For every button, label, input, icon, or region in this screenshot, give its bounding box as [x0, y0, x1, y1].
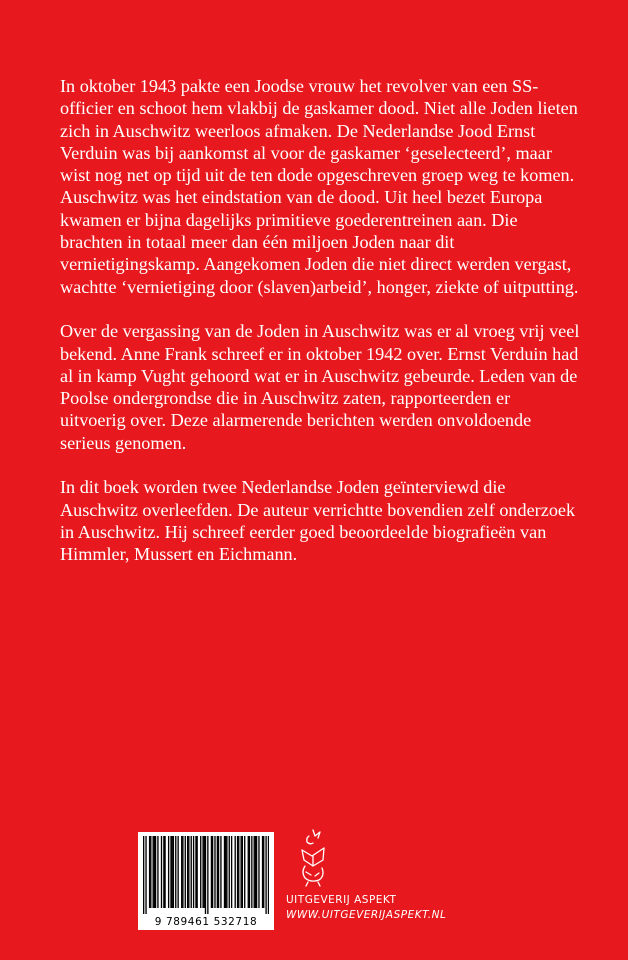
isbn-barcode: [138, 832, 274, 930]
blurb-paragraph-3: In dit boek worden twee Nederlandse Joden geïnterviewd die Auschwitz overleefden. De auteur verrichtte bovendien zelf onderzoek in Auschwitz. Hij schreef eerder goed beoordeelde biografieën van Himmler, Mussert en Eichmann.: [60, 477, 576, 565]
reading-figure-icon: [296, 826, 330, 888]
publisher-url[interactable]: WWW.UITGEVERIJASPEKT.NL: [286, 909, 447, 921]
isbn-number: 9 789461 532718: [154, 916, 258, 928]
blurb-paragraph-2: Over de vergassing van de Joden in Auschwitz was er al vroeg vrij veel bekend. Anne Frank schreef er in oktober 1942 over. Ernst Verduin had al in kamp Vught gehoord wat er in Auschwitz gebeurde. Leden van de Poolse ondergrondse die in Auschwitz zaten, rapporteerden er uitvoerig over. Deze alarmerende berichten werden onvoldoende serieus genomen.: [60, 321, 580, 453]
blurb-text: [60, 75, 580, 588]
blurb-paragraph-1: In oktober 1943 pakte een Joodse vrouw het revolver van een SS-officier en schoot hem vlakbij de gaskamer dood. Niet alle Joden lieten zich in Auschwitz weerloos afmaken. De Nederlandse Jood Ernst Verduin was bij aankomst al voor de gaskamer ‘geselecteerd’, maar wist nog net op tijd uit de ten dode opgeschreven groep weg te komen. Auschwitz was het eindstation van de dood. Uit heel bezet Europa kwamen er bijna dagelijks primitieve goederentreinen aan. Die brachten in totaal meer dan één miljoen Joden naar dit vernietigingskamp. Aangekomen Joden die niet direct werden vergast, wachtte ‘vernietiging door (slaven)arbeid’, honger, ziekte of uitputting.: [60, 76, 579, 297]
publisher-info: [286, 893, 446, 923]
publisher-name: UITGEVERIJ ASPEKT: [286, 894, 397, 906]
barcode-bars: [143, 836, 269, 914]
